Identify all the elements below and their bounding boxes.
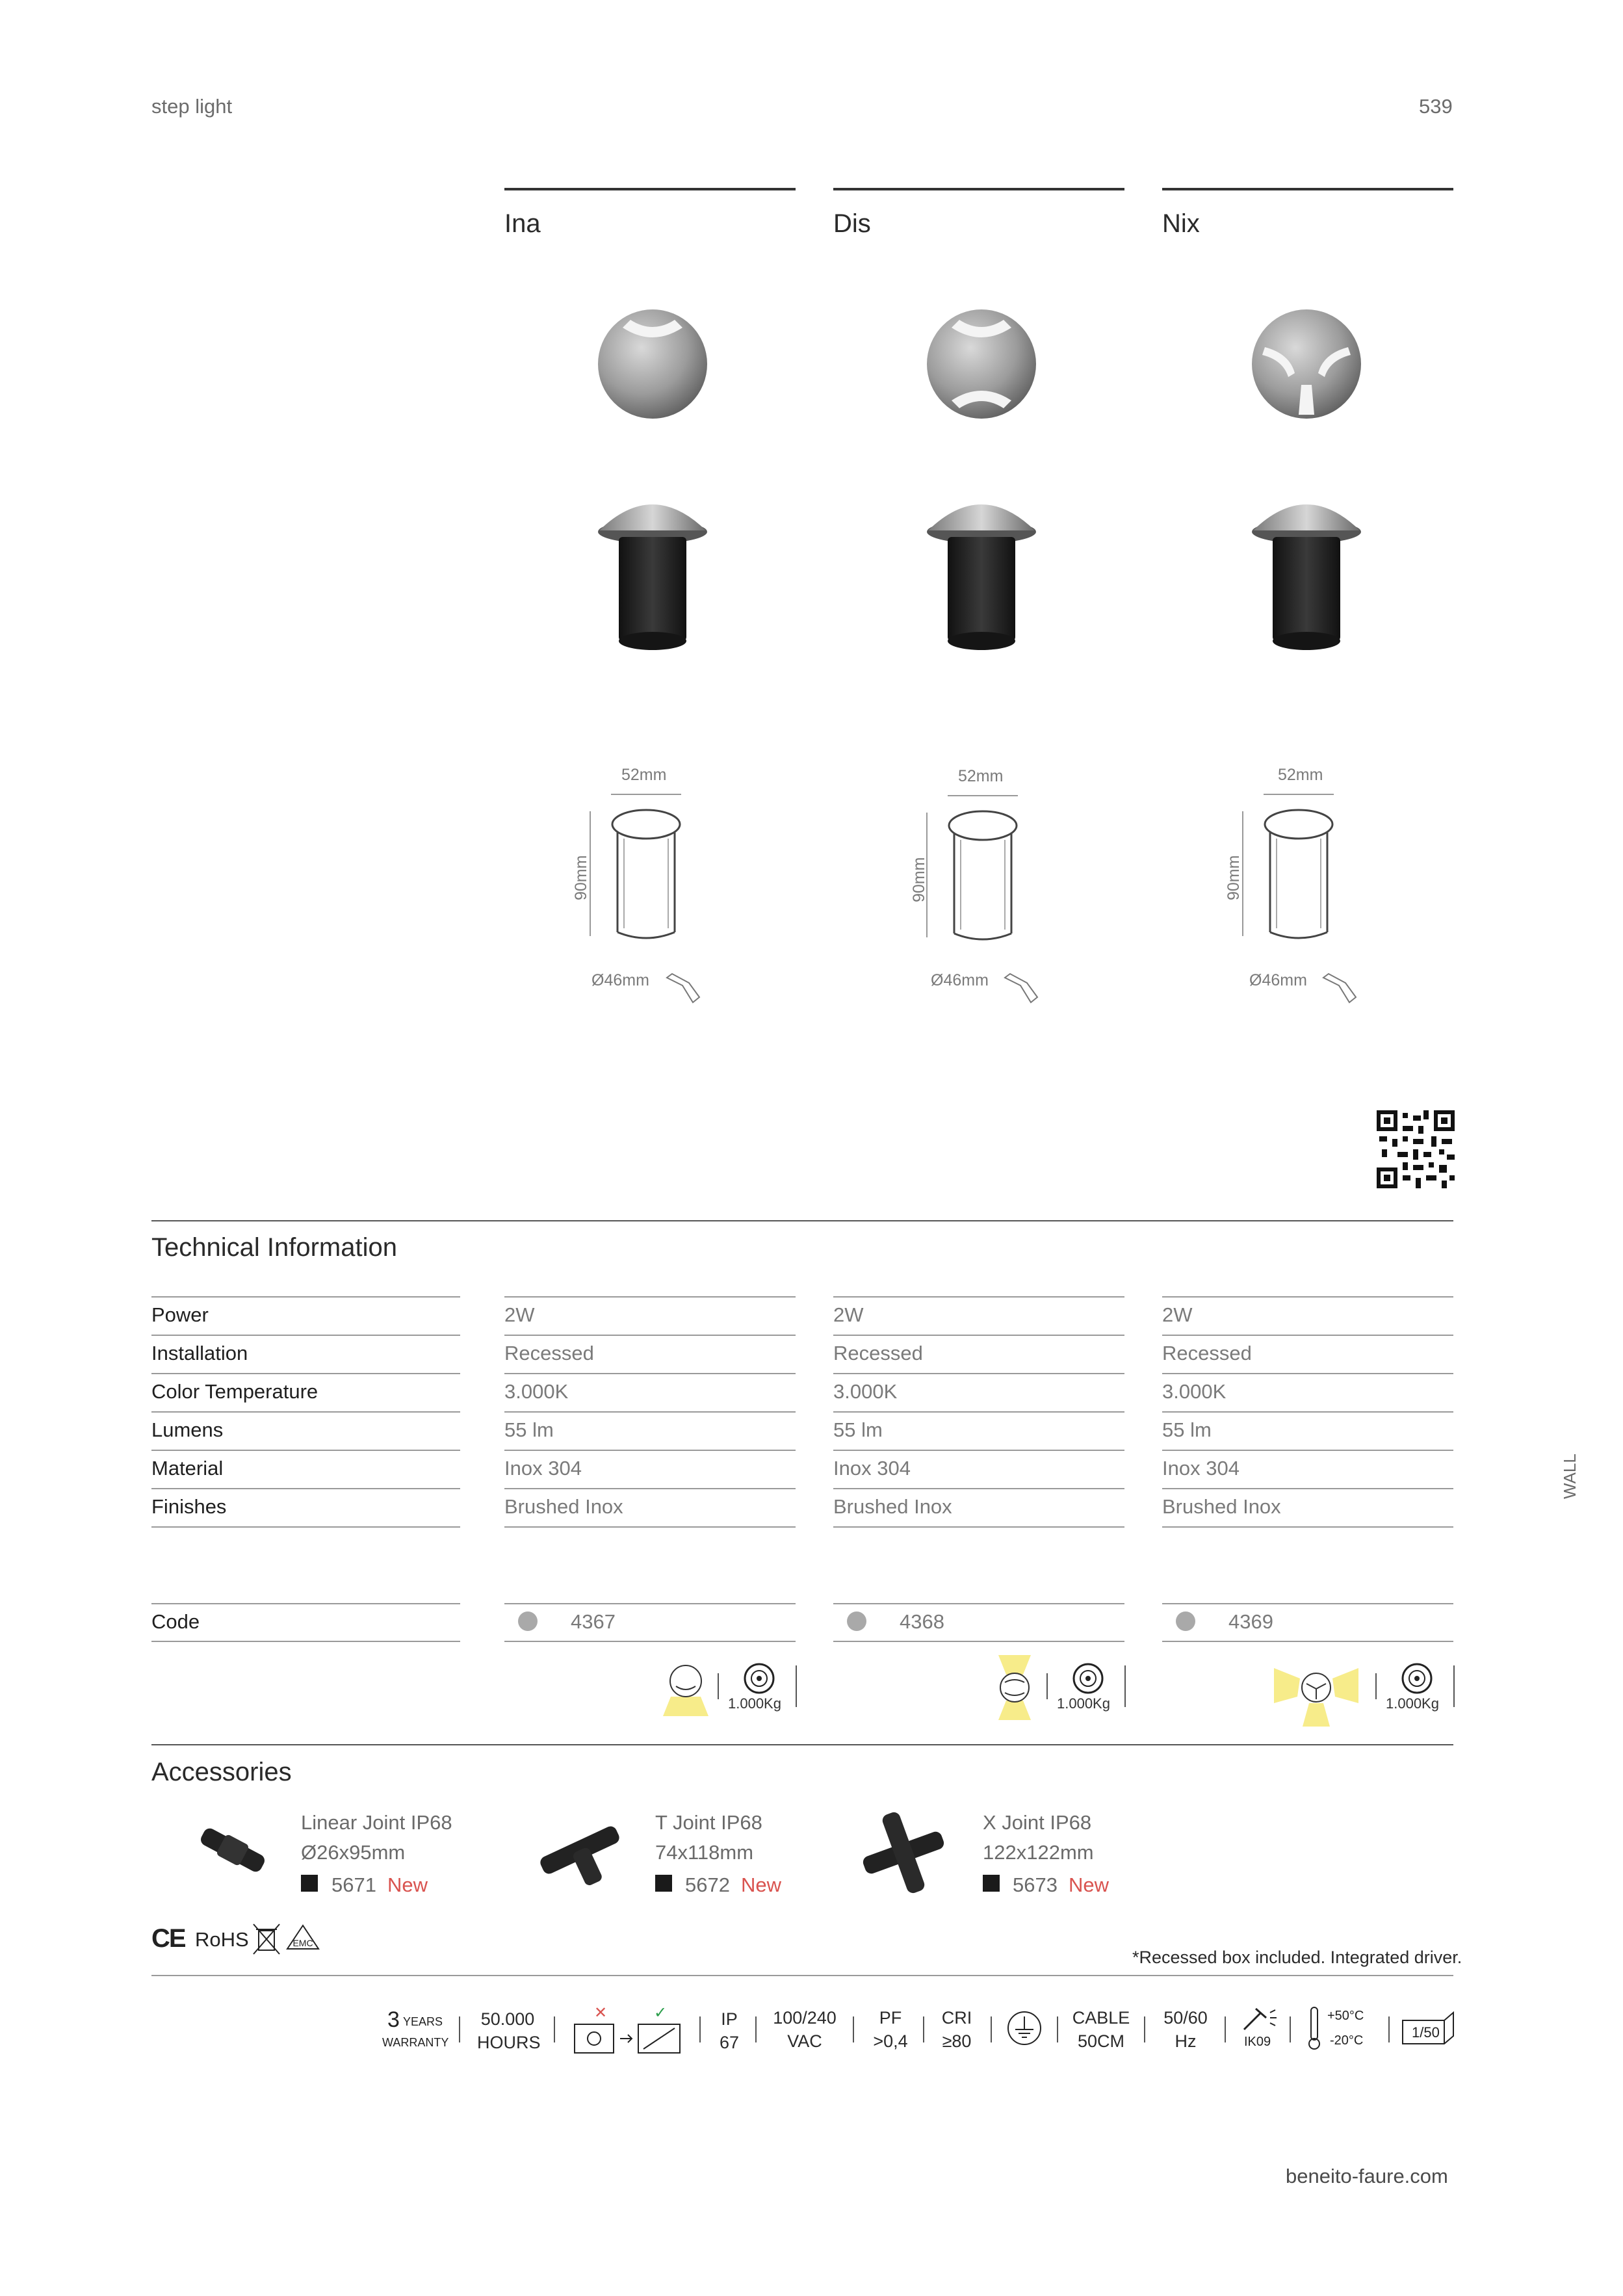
- nix-top-view-image: [1251, 308, 1362, 420]
- dis-width-dimension: 52mm: [958, 767, 1004, 785]
- section-divider: [151, 1975, 1453, 1976]
- spec-value: Inox 304: [1162, 1457, 1240, 1480]
- voltage: 100/240 VAC: [773, 2008, 837, 2051]
- icon-separator: [796, 1665, 797, 1707]
- code-nix: 4369: [1228, 1610, 1273, 1633]
- thermometer-icon: [1305, 2005, 1323, 2052]
- spec-label: Material: [151, 1457, 224, 1480]
- row-rule: [151, 1335, 460, 1336]
- nix-fixture-image: [1251, 485, 1362, 654]
- spec-value: Brushed Inox: [504, 1495, 623, 1518]
- row-rule: [151, 1641, 460, 1642]
- ik-rating: IK09: [1244, 2035, 1271, 2049]
- spec-value: 55 lm: [504, 1418, 554, 1441]
- accessory-name: X Joint IP68: [983, 1811, 1092, 1834]
- row-rule: [1162, 1373, 1453, 1374]
- row-rule: [833, 1373, 1124, 1374]
- icon-separator: [1375, 1673, 1377, 1699]
- spec-value: 2W: [1162, 1303, 1193, 1326]
- spec-label: Finishes: [151, 1495, 227, 1518]
- warranty-unit: YEARS: [403, 2015, 443, 2028]
- x-joint-image: [858, 1807, 949, 1898]
- column-rule: [1162, 188, 1453, 190]
- spec-value: Inox 304: [833, 1457, 911, 1480]
- accessory-code-swatch: [655, 1875, 672, 1895]
- accessory-size: 74x118mm: [655, 1841, 754, 1864]
- nix-height-dimension: 90mm: [1225, 855, 1243, 900]
- product-name-dis: Dis: [833, 209, 871, 238]
- temp-min: -20°C: [1330, 2033, 1364, 2048]
- row-rule: [833, 1641, 1124, 1642]
- accessory-code: 5673: [1013, 1873, 1058, 1896]
- warranty-number: 3: [387, 2007, 400, 2032]
- accessory-name: T Joint IP68: [655, 1811, 762, 1834]
- spec-value: 55 lm: [833, 1418, 883, 1441]
- spec-value: Brushed Inox: [833, 1495, 952, 1518]
- icon-separator: [991, 2016, 992, 2042]
- row-rule: [1162, 1603, 1453, 1604]
- icon-separator: [1388, 2016, 1390, 2042]
- column-rule: [504, 188, 796, 190]
- row-rule: [833, 1296, 1124, 1298]
- code-ina: 4367: [571, 1610, 616, 1633]
- ina-fixture-image: [597, 485, 708, 654]
- row-rule: [151, 1526, 460, 1528]
- icon-separator: [554, 2016, 555, 2042]
- code-dis: 4368: [900, 1610, 944, 1633]
- product-name-nix: Nix: [1162, 209, 1200, 238]
- spec-value: Inox 304: [504, 1457, 582, 1480]
- page-number: 539: [1419, 95, 1453, 118]
- row-rule: [833, 1526, 1124, 1528]
- row-rule: [833, 1450, 1124, 1451]
- row-rule: [504, 1526, 796, 1528]
- icon-separator: [1124, 1665, 1126, 1707]
- spec-label: Color Temperature: [151, 1380, 318, 1403]
- drive-over-load-icon: [1399, 1660, 1435, 1697]
- spec-value: 55 lm: [1162, 1418, 1212, 1441]
- accessory-name: Linear Joint IP68: [301, 1811, 452, 1834]
- new-badge: New: [741, 1873, 782, 1896]
- product-name-ina: Ina: [504, 209, 541, 238]
- not-icon: ✕: [594, 2004, 608, 2022]
- emc-mark-label: EMC: [292, 1938, 313, 1948]
- row-rule: [151, 1296, 460, 1298]
- icon-separator: [1225, 2016, 1226, 2042]
- spec-value: 3.000K: [833, 1380, 898, 1403]
- section-divider: [151, 1744, 1453, 1745]
- technical-info-title: Technical Information: [151, 1233, 397, 1262]
- category-side-label: WALL: [1560, 1454, 1579, 1499]
- spec-label: Power: [151, 1303, 209, 1326]
- light-distribution-three-way-icon: [1274, 1649, 1358, 1727]
- icon-separator: [853, 2016, 854, 2042]
- accessory-code-swatch: [983, 1875, 1000, 1895]
- cri: CRI ≥80: [941, 2008, 972, 2051]
- ip-rating: IP 67: [719, 2009, 740, 2052]
- spec-label: Lumens: [151, 1418, 224, 1441]
- row-rule: [151, 1450, 460, 1451]
- drive-over-load-icon: [1070, 1660, 1106, 1697]
- finish-swatch: [518, 1611, 538, 1631]
- icon-separator: [1057, 2016, 1058, 2042]
- spec-value: Brushed Inox: [1162, 1495, 1281, 1518]
- ina-width-dimension: 52mm: [621, 766, 667, 784]
- column-rule: [833, 188, 1124, 190]
- spec-label: Installation: [151, 1342, 248, 1364]
- ina-top-view-image: [597, 308, 708, 420]
- ground-icon: [1006, 2010, 1043, 2046]
- row-rule: [833, 1411, 1124, 1413]
- row-rule: [151, 1373, 460, 1374]
- dis-height-dimension: 90mm: [910, 857, 928, 902]
- icon-separator: [699, 2016, 701, 2042]
- accessory-code: 5671: [331, 1873, 376, 1896]
- accessory-code-swatch: [301, 1875, 318, 1895]
- cable-length: CABLE 50CM: [1072, 2008, 1130, 2051]
- row-rule: [1162, 1488, 1453, 1489]
- load-rating: 1.000Kg: [728, 1695, 781, 1712]
- drive-over-load-icon: [741, 1660, 777, 1697]
- spec-value: Recessed: [833, 1342, 923, 1364]
- dis-dimension-drawing: [922, 787, 1052, 943]
- row-rule: [151, 1603, 460, 1604]
- row-rule: [151, 1488, 460, 1489]
- dis-diameter: Ø46mm: [931, 971, 989, 989]
- section-title: step light: [151, 95, 233, 118]
- row-rule: [833, 1603, 1124, 1604]
- row-rule: [1162, 1335, 1453, 1336]
- nix-width-dimension: 52mm: [1278, 766, 1323, 784]
- replaceable-light-source-icon: [572, 2003, 684, 2055]
- row-rule: [504, 1373, 796, 1374]
- spec-value: 2W: [833, 1303, 864, 1326]
- ina-dimension-drawing: [585, 785, 715, 941]
- icon-separator: [1144, 2016, 1145, 2042]
- code-label: Code: [151, 1610, 200, 1633]
- new-badge: New: [1069, 1873, 1110, 1896]
- power-factor: PF >0,4: [873, 2008, 908, 2051]
- row-rule: [151, 1411, 460, 1413]
- qr-code-icon[interactable]: [1377, 1110, 1455, 1188]
- icon-separator: [755, 2016, 757, 2042]
- spec-value: Recessed: [504, 1342, 594, 1364]
- ina-height-dimension: 90mm: [572, 855, 590, 900]
- accessory-size: Ø26x95mm: [301, 1841, 406, 1864]
- icon-separator: [1290, 2016, 1291, 2042]
- warranty-label: WARRANTY: [382, 2036, 449, 2049]
- footnote: *Recessed box included. Integrated driver.: [1132, 1948, 1462, 1967]
- icon-separator: [1453, 1665, 1455, 1707]
- row-rule: [1162, 1450, 1453, 1451]
- website-link[interactable]: beneito-faure.com: [1286, 2165, 1448, 2187]
- frequency: 50/60 Hz: [1163, 2008, 1208, 2051]
- row-rule: [1162, 1526, 1453, 1528]
- spec-value: 2W: [504, 1303, 535, 1326]
- icon-separator: [923, 2016, 924, 2042]
- row-rule: [1162, 1641, 1453, 1642]
- finish-swatch: [1176, 1611, 1195, 1631]
- ce-mark: CE: [151, 1924, 185, 1953]
- accessory-code: 5672: [685, 1873, 730, 1896]
- icon-separator: [459, 2016, 460, 2042]
- row-rule: [504, 1603, 796, 1604]
- row-rule: [504, 1296, 796, 1298]
- new-badge: New: [387, 1873, 428, 1896]
- nix-diameter: Ø46mm: [1249, 971, 1307, 989]
- ina-diameter: Ø46mm: [591, 971, 649, 989]
- row-rule: [504, 1335, 796, 1336]
- emc-mark-icon: [285, 1923, 321, 1953]
- light-distribution-one-way-icon: [656, 1658, 715, 1716]
- row-rule: [504, 1641, 796, 1642]
- spec-value: 3.000K: [1162, 1380, 1227, 1403]
- icon-separator: [1046, 1673, 1048, 1699]
- nix-dimension-drawing: [1238, 785, 1368, 941]
- row-rule: [833, 1335, 1124, 1336]
- impact-hammer-icon: [1241, 2006, 1277, 2032]
- finish-swatch: [847, 1611, 866, 1631]
- light-distribution-two-way-icon: [985, 1655, 1044, 1720]
- accessory-size: 122x122mm: [983, 1841, 1094, 1864]
- rohs-mark: RoHS: [195, 1928, 249, 1951]
- dis-top-view-image: [926, 308, 1037, 420]
- package-quantity: 1/50: [1412, 2024, 1440, 2041]
- linear-joint-image: [194, 1824, 272, 1876]
- row-rule: [833, 1488, 1124, 1489]
- lifetime-hours: 50.000 HOURS: [477, 2009, 541, 2052]
- t-joint-image: [534, 1811, 625, 1889]
- row-rule: [504, 1450, 796, 1451]
- dis-fixture-image: [926, 485, 1037, 654]
- temp-max: +50°C: [1327, 2009, 1364, 2023]
- weee-bin-icon: [252, 1923, 281, 1957]
- row-rule: [504, 1488, 796, 1489]
- cutout-tool-icon: [1319, 971, 1365, 1010]
- load-rating: 1.000Kg: [1386, 1695, 1439, 1712]
- section-divider: [151, 1220, 1453, 1221]
- row-rule: [1162, 1296, 1453, 1298]
- icon-separator: [718, 1673, 719, 1699]
- cutout-tool-icon: [663, 971, 708, 1010]
- row-rule: [1162, 1411, 1453, 1413]
- cutout-tool-icon: [1001, 971, 1046, 1010]
- spec-value: 3.000K: [504, 1380, 569, 1403]
- row-rule: [504, 1411, 796, 1413]
- spec-value: Recessed: [1162, 1342, 1252, 1364]
- accessories-title: Accessories: [151, 1758, 292, 1786]
- load-rating: 1.000Kg: [1057, 1695, 1110, 1712]
- check-icon: ✓: [654, 2004, 668, 2022]
